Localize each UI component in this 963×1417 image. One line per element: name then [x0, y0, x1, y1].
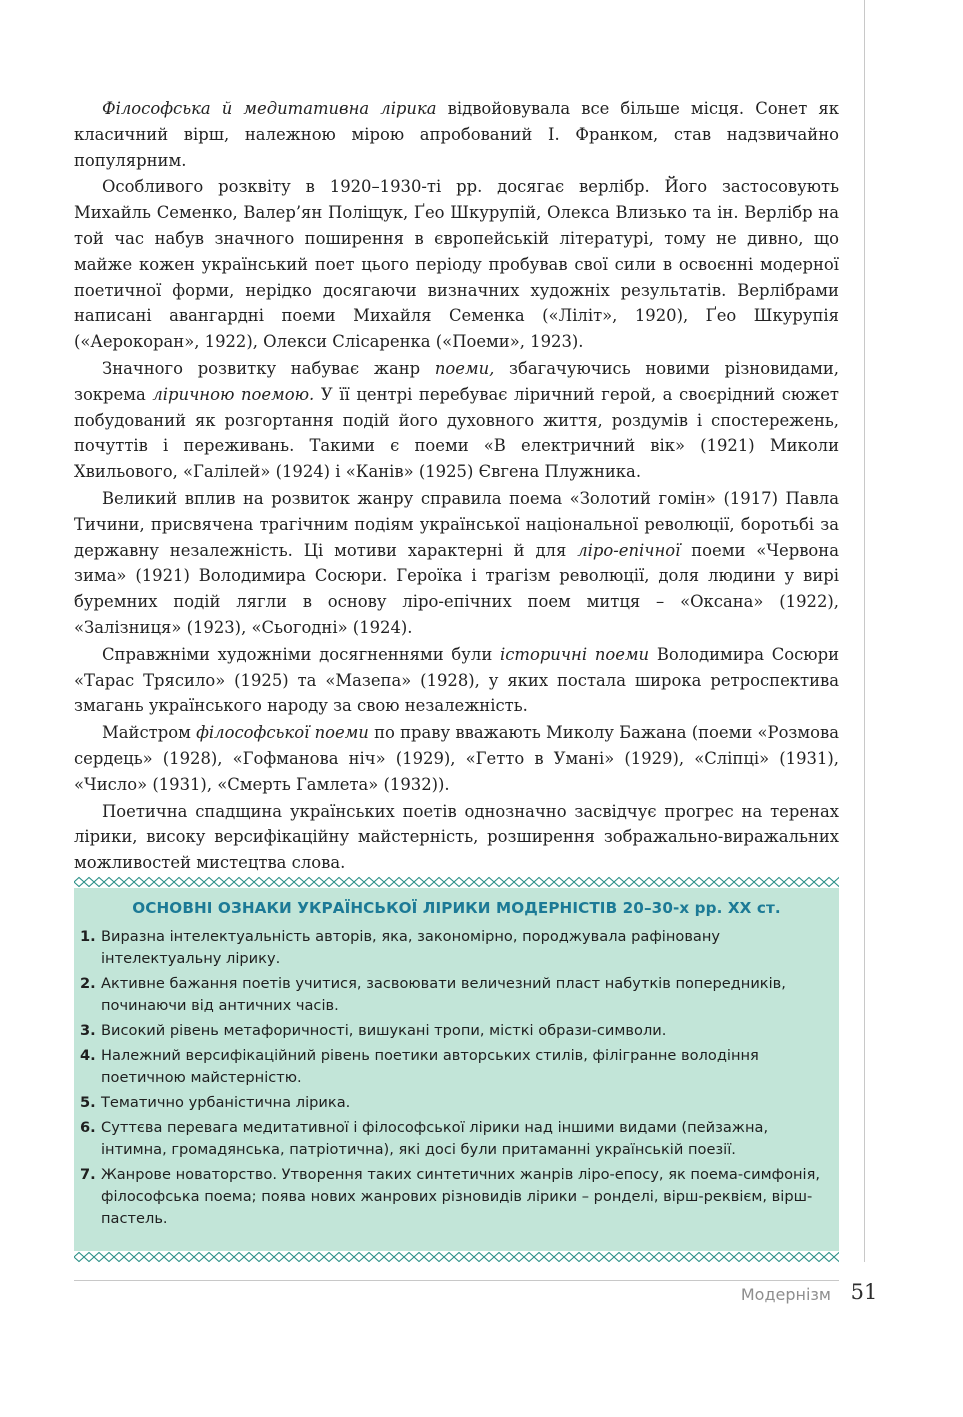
item-number: 3.: [80, 1022, 96, 1039]
top-border-pattern: [74, 876, 839, 888]
paragraph-1: Філософська й медитативна лірика відвойовувала все більше місця. Сонет як класичний вірш, належною мірою апробований І. Франком, став надзвичайно популярним.: [74, 99, 839, 170]
section-title: Модернізм: [740, 1285, 831, 1304]
item-text: Виразна інтелектуальність авторів, яка, закономірно, породжувала рафіновану інтелектуальну лірику.: [101, 928, 721, 967]
page-number: 51: [850, 1280, 878, 1304]
paragraph-6: Майстром філософської поеми по праву вважають Миколу Бажана (поеми «Розмова сердець» (1928), «Гофманова ніч» (1929), «Гетто в Умані» (1929), «Сліпці» (1931), «Число» (1931), «Смерть Гамлета» (1932)).: [74, 723, 839, 794]
list-item: [80, 1117, 832, 1161]
item-number: 6.: [80, 1119, 96, 1136]
right-margin-rule: [864, 0, 865, 1262]
item-text: Високий рівень метафоричності, вишукані тропи, місткі образи-символи.: [101, 1022, 667, 1039]
list-item: [80, 1045, 832, 1089]
italic-term: ліричною поемою.: [152, 384, 315, 404]
bottom-border-pattern: [74, 1251, 839, 1263]
paragraph-3: Значного розвитку набуває жанр поеми, збагачуючись новими різновидами, зокрема ліричною поемою. У її центрі перебуває ліричний герой, а своєрідний сюжет побудований як розгортання подій його духовного життя, роздумів і спостережень, почуттів і переживань. Такими є поеми «В електричний вік» (1921) Миколи Хвильового, «Галілей» (1924) і «Канів» (1925) Євгена Плужника.: [74, 358, 840, 482]
italic-term: поеми,: [434, 358, 495, 378]
footer-rule: [74, 1280, 839, 1281]
item-text: Активне бажання поетів учитися, засвоювати величезний пласт набутків попередників, починаючи від античних часів.: [101, 975, 786, 1014]
item-number: 5.: [80, 1094, 96, 1111]
italic-term: філософської поеми: [196, 723, 369, 743]
features-box: [74, 876, 839, 1263]
list-item: [80, 1020, 832, 1042]
item-number: 7.: [80, 1166, 96, 1183]
paragraph-4: Великий вплив на розвиток жанру справила поема «Золотий гомін» (1917) Павла Тичини, присвячена трагічним подіям української національної революції, боротьбі за державну незалежність. Ці мотиви характерні й для ліро-епічної поеми «Червона зима» (1921) Володимира Сосюри. Героїка і трагізм революції, доля людини у вирі буремних подій лягли в основу ліро-епічних поем митця – «Оксана» (1922), «Залізниця» (1923), «Сьогодні» (1924).: [74, 488, 839, 637]
list-item: [80, 973, 832, 1017]
paragraph-5: Справжніми художніми досягненнями були історичні поеми Володимира Сосюри «Тарас Трясило» (1925) та «Мазепа» (1928), у яких постала широка ретроспектива змагань українського народу за свою незалежність.: [74, 644, 839, 716]
list-item: [80, 1164, 832, 1230]
item-text: Тематично урбаністична лірика.: [101, 1094, 351, 1111]
item-number: 2.: [80, 975, 96, 992]
list-item: [80, 1092, 832, 1114]
item-number: 4.: [80, 1047, 96, 1064]
features-list: [80, 926, 832, 1233]
item-text: Жанрове новаторство. Утворення таких синтетичних жанрів ліро-епосу, як поема-симфонія, філософська поема; поява нових жанрових різновидів лірики – ронделі, вірш-реквієм, вірш-пастель.: [101, 1166, 821, 1227]
item-text: Належний версифікаційний рівень поетики авторських стилів, філігранне володіння поетичною майстерністю.: [101, 1047, 759, 1086]
body-text: [74, 96, 839, 877]
list-item: [80, 926, 832, 970]
italic-term: Філософська й медитативна лірика: [102, 99, 437, 118]
box-title: ОСНОВНІ ОЗНАКИ УКРАЇНСЬКОЇ ЛІРИКИ МОДЕРНІСТІВ 20–30-х рр. ХХ ст.: [132, 899, 781, 917]
item-text: Суттєва перевага медитативної і філософської лірики над іншими видами (пейзажна, інтимна, громадянська, патріотична), які досі були притаманні українській поезії.: [101, 1119, 769, 1158]
paragraph-2: Особливого розквіту в 1920–1930-ті рр. досягає верлібр. Його застосовують Михайль Семенко, Валер’ян Поліщук, Ґео Шкурупій, Олекса Влизько та ін. Верлібр на той час набув значного поширення в європейській літературі, тому не дивно, що майже кожен український поет цього періоду пробував свої сили в освоєнні модерної поетичної форми, нерідко досягаючи визначних художніх результатів. Верлібрами написані авангардні поеми Михайля Семенка («Ліліт», 1920), Ґео Шкурупія («Аерокоран», 1922), Олекси Слісаренка («Поеми», 1923).: [74, 177, 839, 352]
item-number: 1.: [80, 928, 96, 945]
italic-term: історичні поеми: [499, 644, 650, 664]
paragraph-7: Поетична спадщина українських поетів однозначно засвідчує прогрес на теренах лірики, високу версифікаційну майстерність, розширення зображально-виражальних можливостей мистецтва слова.: [74, 801, 839, 873]
italic-term: ліро-епічної: [577, 540, 681, 560]
